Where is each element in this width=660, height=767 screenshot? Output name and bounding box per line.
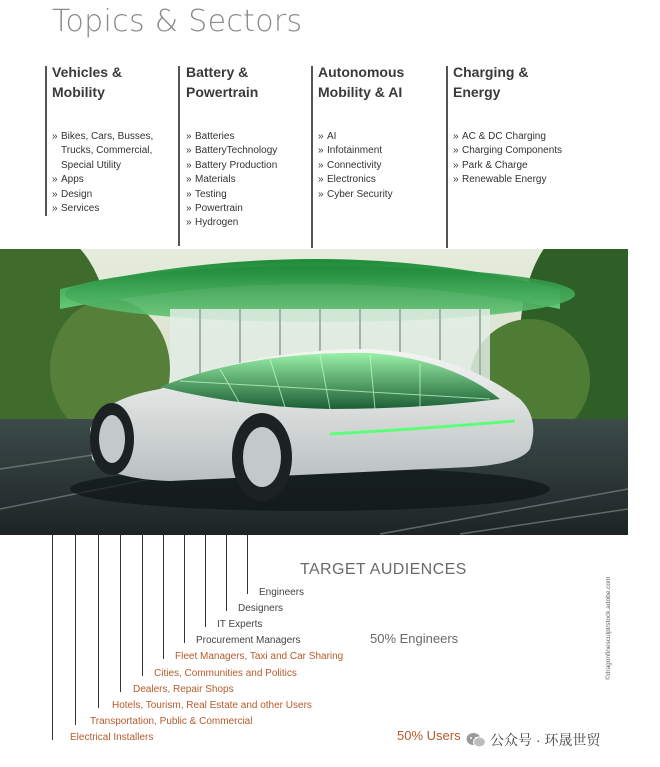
audience-label: Dealers, Repair Shops	[133, 684, 234, 695]
list-item: » AI	[318, 130, 443, 144]
list-item: » Charging Components	[453, 144, 578, 158]
topic-column-autonomous	[318, 62, 438, 200]
audience-line	[52, 535, 53, 740]
column-divider	[446, 66, 448, 248]
watermark	[466, 730, 600, 750]
list-item: » Apps	[52, 173, 177, 187]
topic-column-vehicles	[52, 62, 172, 215]
audience-label: Electrical Installers	[70, 732, 154, 743]
list-item: » Bikes, Cars, Busses,	[52, 130, 177, 144]
list-item: » Infotainment	[318, 144, 443, 158]
wechat-icon	[466, 732, 486, 748]
list-item: » Electronics	[318, 173, 443, 187]
audience-line	[142, 535, 143, 676]
column-divider	[45, 66, 47, 216]
list-item: Trucks, Commercial,	[61, 145, 153, 157]
column-divider	[311, 66, 313, 248]
list-item: » Park & Charge	[453, 159, 578, 173]
audience-line	[205, 535, 206, 627]
topic-list	[52, 130, 177, 216]
list-item: » Powertrain	[186, 202, 311, 216]
column-title: Battery & Powertrain	[186, 64, 259, 100]
topic-list	[318, 130, 443, 202]
target-audiences-title: TARGET AUDIENCES	[300, 561, 467, 578]
topic-list	[453, 130, 578, 188]
image-credit: ©dragonfinesculpt/stock.adobe.com	[605, 576, 612, 680]
audience-line	[98, 535, 99, 708]
audience-label: Cities, Communities and Politics	[154, 668, 297, 679]
list-item: » Batteries	[186, 130, 311, 144]
list-item: » BatteryTechnology	[186, 144, 311, 158]
audience-label: Engineers	[259, 587, 305, 598]
topic-column-battery	[186, 62, 306, 229]
audience-line	[247, 535, 248, 594]
list-item: » Services	[52, 202, 177, 216]
page-title: Topics & Sectors	[52, 4, 303, 39]
audience-line	[184, 535, 185, 643]
column-title: Autonomous Mobility & AI	[318, 64, 405, 100]
topic-list	[186, 130, 311, 231]
list-item: » Materials	[186, 173, 311, 187]
audience-line	[163, 535, 164, 659]
list-item: Special Utility	[61, 159, 122, 171]
column-title: Charging & Energy	[453, 64, 529, 100]
audience-line	[75, 535, 76, 725]
topic-column-charging	[453, 62, 573, 186]
engineers-stat: 50% Engineers	[370, 631, 459, 646]
column-title: Vehicles & Mobility	[52, 64, 123, 100]
audience-line	[120, 535, 121, 692]
audience-line	[226, 535, 227, 611]
audience-label: Procurement Managers	[196, 635, 301, 646]
list-item: » Cyber Security	[318, 188, 443, 202]
audience-label: Fleet Managers, Taxi and Car Sharing	[175, 651, 344, 662]
audience-label: IT Experts	[217, 619, 263, 630]
list-item: » Renewable Energy	[453, 173, 578, 187]
list-item: » Connectivity	[318, 159, 443, 173]
list-item: » Hydrogen	[186, 216, 311, 230]
list-item: » Design	[52, 188, 177, 202]
audience-label: Hotels, Tourism, Real Estate and other Users	[112, 700, 312, 711]
audience-label: Designers	[238, 603, 284, 614]
concept-car-image	[0, 249, 628, 535]
audience-label: Transportation, Public & Commercial	[90, 716, 253, 727]
list-item: » Testing	[186, 188, 311, 202]
list-item: » AC & DC Charging	[453, 130, 578, 144]
users-stat: 50% Users	[397, 728, 461, 743]
watermark-text: 公众号 · 环晟世贸	[490, 732, 601, 748]
list-item: » Battery Production	[186, 159, 311, 173]
column-divider	[178, 66, 180, 246]
